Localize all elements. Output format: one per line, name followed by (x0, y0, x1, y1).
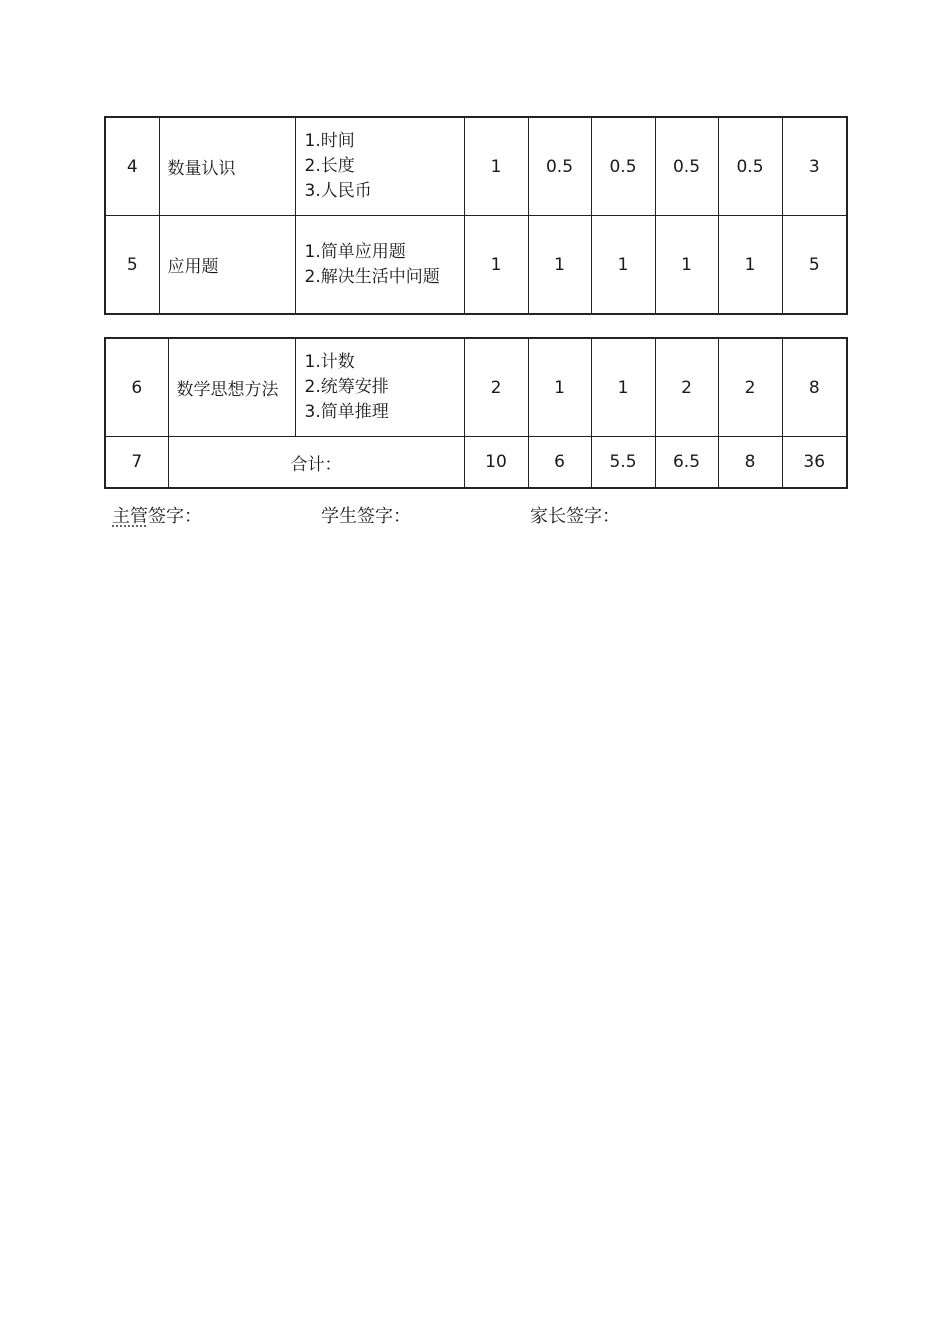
row-number: 4 (105, 117, 159, 216)
total-score-cell: 10 (464, 437, 528, 489)
score-cell: 8 (782, 338, 847, 437)
score-cell: 2 (655, 338, 718, 437)
score-cell: 1 (464, 216, 528, 315)
topic-content (295, 216, 464, 315)
content-line: 1.时间 (304, 131, 355, 151)
score-cell: 1 (528, 216, 591, 315)
table-row (105, 338, 847, 437)
score-table-upper (104, 116, 848, 315)
row-number: 5 (105, 216, 159, 315)
score-cell: 1 (528, 338, 591, 437)
topic-name: 数学思想方法 (168, 338, 295, 437)
content-line: 2.统筹安排 (304, 377, 389, 397)
supervisor-suffix: 签字： (148, 506, 202, 527)
score-cell: 2 (718, 338, 782, 437)
student-signature-label: 学生签字： (321, 506, 411, 527)
parent-signature-label: 家长签字： (530, 506, 620, 527)
content-line: 2.解决生活中问题 (304, 266, 440, 287)
content-line: 1.计数 (304, 352, 355, 372)
score-cell: 1 (591, 216, 655, 315)
table-row (105, 117, 847, 216)
score-table-lower (104, 337, 848, 489)
score-cell: 3 (782, 117, 847, 216)
row-number: 6 (105, 338, 168, 437)
signature-line (112, 502, 812, 528)
total-score-cell: 36 (782, 437, 847, 489)
content-line: 3.简单推理 (304, 402, 389, 422)
score-cell: 2 (464, 338, 528, 437)
score-cell: 0.5 (655, 117, 718, 216)
total-label: 合计： (168, 437, 464, 489)
content-line: 1.简单应用题 (304, 241, 406, 262)
row-number: 7 (105, 437, 168, 489)
score-cell: 1 (718, 216, 782, 315)
score-cell: 5 (782, 216, 847, 315)
total-score-cell: 8 (718, 437, 782, 489)
topic-name: 应用题 (159, 216, 295, 315)
content-line: 2.长度 (304, 156, 355, 176)
score-cell: 0.5 (528, 117, 591, 216)
total-row (105, 437, 847, 489)
total-score-cell: 5.5 (591, 437, 655, 489)
topic-name: 数量认识 (159, 117, 295, 216)
total-score-cell: 6 (528, 437, 591, 489)
table-row (105, 216, 847, 315)
score-cell: 1 (655, 216, 718, 315)
topic-content (295, 117, 464, 216)
content-line: 3.人民币 (304, 181, 372, 201)
topic-content (295, 338, 464, 437)
supervisor-signature-label (112, 502, 202, 528)
score-cell: 1 (464, 117, 528, 216)
total-score-cell: 6.5 (655, 437, 718, 489)
score-cell: 0.5 (591, 117, 655, 216)
score-cell: 0.5 (718, 117, 782, 216)
supervisor-prefix: 主管 (112, 506, 148, 527)
score-cell: 1 (591, 338, 655, 437)
